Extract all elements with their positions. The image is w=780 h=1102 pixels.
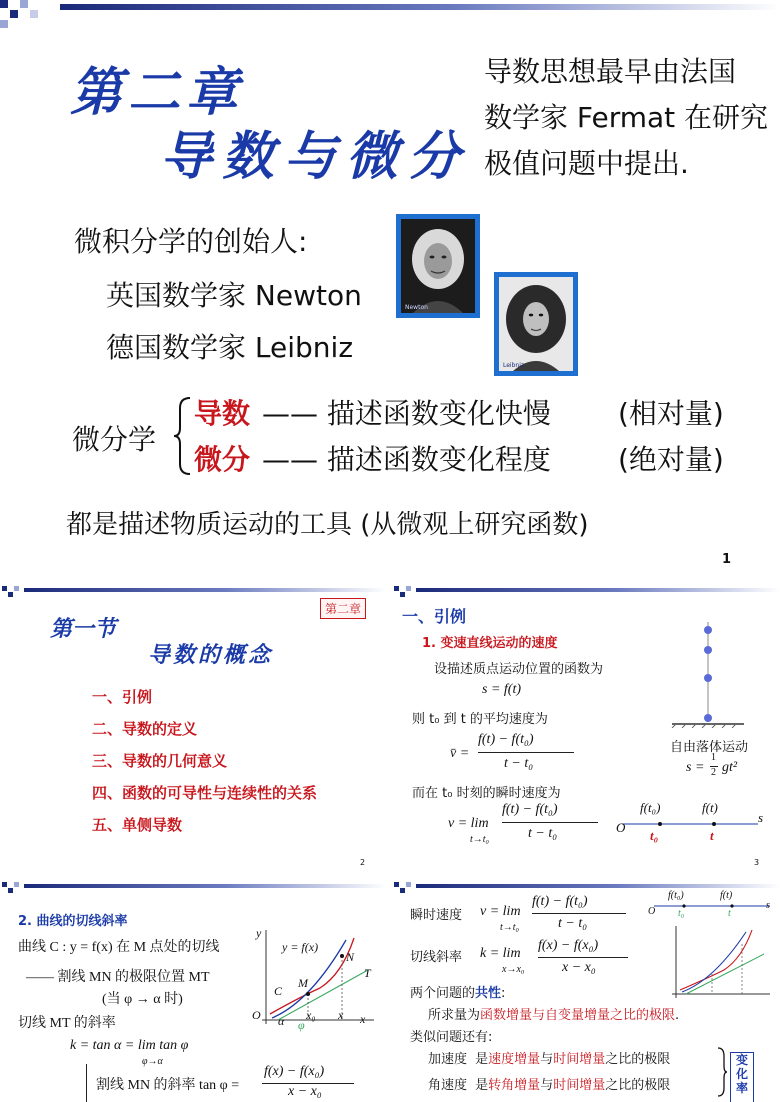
inst-frac-bar	[502, 822, 598, 823]
mini-O: O	[648, 906, 656, 917]
freefall-label: 自由落体运动	[670, 740, 749, 755]
derivative-desc: —— 描述函数变化快慢	[262, 397, 551, 430]
slide4-line1: 曲线 C : y = f(x) 在 M 点处的切线	[18, 940, 220, 955]
inst-frac-num: f(t) − f(t₀)	[502, 802, 558, 817]
inst-num: f(t) − f(t₀)	[532, 894, 588, 909]
required-post: .	[675, 1008, 680, 1023]
axis-origin: O	[616, 820, 626, 835]
ang-post: 之比的极限	[605, 1078, 671, 1093]
chapter-title: 导数与微分	[160, 129, 471, 186]
page-number-2: 2	[360, 858, 366, 867]
toc-item-3[interactable]: 三、导数的几何意义	[92, 752, 228, 770]
mini-t: t	[728, 908, 731, 919]
graph-O: O	[252, 1008, 261, 1022]
ang-label: 角速度	[428, 1078, 468, 1093]
slide3-heading: 一、引例	[402, 607, 467, 626]
slide3-line2: 则 t₀ 到 t 的平均速度为	[412, 712, 548, 727]
slide4-line3: (当 φ → α 时)	[102, 992, 183, 1007]
freefall-diagram	[668, 618, 748, 728]
avg-frac-bar	[478, 752, 574, 753]
common-word: 共性	[475, 986, 502, 1001]
common-pre: 两个问题的	[410, 986, 476, 1001]
chapter-label: 第二章	[70, 65, 245, 122]
required-red: 函数增量与自变量增量之比的极限	[480, 1008, 676, 1023]
slide3-formula1: s = f(t)	[482, 682, 521, 697]
corner-decoration	[0, 0, 60, 40]
intro-line-1: 导数思想最早由法国	[484, 55, 737, 88]
derivative-term: 导数	[194, 397, 251, 430]
avg-frac-den: t − t₀	[504, 756, 534, 771]
summary-line: 都是描述物质运动的工具 (从微观上研究函数)	[66, 510, 589, 540]
mini-tangent-graph	[664, 922, 774, 1002]
slide4-line4: 切线 MT 的斜率	[18, 1016, 116, 1031]
graph-fx: y = f(x)	[282, 940, 319, 954]
axis-t: t	[710, 828, 714, 843]
avg-frac-num: f(t) − f(t₀)	[478, 732, 534, 747]
graph-x0: x₀	[306, 1008, 316, 1022]
inst-label: 瞬时速度	[410, 908, 463, 923]
chapter-badge: 第二章	[320, 598, 366, 619]
freefall-half-den: 2	[711, 767, 716, 778]
slide-3	[392, 582, 780, 874]
similar-line: 类似问题还有:	[410, 1030, 493, 1045]
graph-C: C	[274, 984, 283, 998]
leibniz-caption: Leibniz	[503, 362, 525, 369]
ang-pre: 是	[475, 1078, 489, 1093]
angular-line	[428, 1074, 670, 1093]
freefall-rhs: gt²	[722, 760, 738, 775]
mini-ft0: f(t₀)	[668, 890, 684, 901]
founder-newton: 英国数学家 Newton	[106, 279, 362, 312]
top-gradient-bar	[416, 588, 780, 592]
inst-lim-sub: t→t₀	[470, 834, 490, 845]
axis-ft: f(t)	[702, 800, 718, 815]
slide-5	[392, 878, 780, 1102]
slide4-line2: —— 割线 MN 的极限位置 MT	[26, 970, 210, 985]
freefall-lhs: s =	[686, 760, 705, 775]
top-gradient-bar	[24, 588, 386, 592]
leibniz-portrait	[494, 272, 578, 376]
graph-x: x	[338, 1008, 344, 1022]
secant-frac-den: x − x₀	[288, 1084, 322, 1099]
top-gradient-bar	[60, 4, 780, 10]
newton-caption: Newton	[405, 304, 428, 311]
acc-label: 加速度	[428, 1052, 468, 1067]
secant-label: 割线 MN 的斜率 tan φ =	[96, 1078, 240, 1093]
position-axis	[614, 814, 764, 834]
page-number-1: 1	[722, 552, 732, 567]
secant-frac-num: f(x) − f(x₀)	[264, 1064, 325, 1079]
slide4-heading: 2. 曲线的切线斜率	[18, 914, 128, 929]
ang-red2: 时间增量	[553, 1078, 606, 1093]
graph-phi: φ	[298, 1018, 305, 1032]
acc-red1: 速度增量	[488, 1052, 541, 1067]
founder-leibniz: 德国数学家 Leibniz	[106, 331, 354, 364]
freefall-half-num: 1	[711, 752, 716, 763]
top-gradient-bar	[416, 884, 780, 888]
intro-line-3: 极值问题中提出.	[484, 147, 689, 180]
founders-heading: 微积分学的创始人:	[74, 225, 308, 258]
differential-desc: —— 描述函数变化程度	[262, 443, 551, 476]
newton-portrait-image	[401, 219, 475, 313]
differential-term: 微分	[194, 443, 251, 476]
acceleration-line	[428, 1048, 670, 1067]
graph-M: M	[298, 976, 308, 990]
acc-post: 之比的极限	[605, 1052, 671, 1067]
graph-y-axis: y	[256, 926, 262, 940]
rate-of-change-box	[730, 1052, 754, 1102]
graph-N: N	[346, 950, 355, 964]
axis-t0: t₀	[650, 828, 659, 843]
inst-frac-den: t − t₀	[528, 826, 558, 841]
top-gradient-bar	[24, 884, 386, 888]
inst-sub: t→t₀	[500, 922, 520, 933]
inst-velocity-lhs: v = lim	[448, 816, 489, 831]
common-post: :	[501, 986, 506, 1001]
slide-2	[0, 582, 386, 874]
slope-den: x − x₀	[562, 960, 596, 975]
acc-mid: 与	[540, 1052, 554, 1067]
axis-ft0: f(t₀)	[640, 800, 661, 815]
acc-pre: 是	[475, 1052, 489, 1067]
inst-bar	[532, 913, 626, 914]
slope-num: f(x) − f(x₀)	[538, 938, 599, 953]
slope-bar	[538, 957, 628, 958]
ang-red1: 转角增量	[488, 1078, 541, 1093]
inst-den: t − t₀	[558, 916, 588, 931]
brace-icon	[172, 396, 192, 476]
slope-formula: k = lim	[480, 946, 521, 961]
toc-item-5[interactable]: 五、单侧导数	[92, 816, 183, 834]
slope-label: 切线斜率	[410, 950, 463, 965]
rate-of-change-label: 变化率	[735, 1053, 748, 1095]
required-pre: 所求量为	[428, 1008, 481, 1023]
slide3-line3: 而在 t₀ 时刻的瞬时速度为	[412, 786, 561, 801]
section-title: 导数的概念	[148, 642, 274, 667]
slide3-subheading: 1. 变速直线运动的速度	[422, 636, 558, 651]
leibniz-portrait-image	[499, 277, 573, 371]
graph-alpha: α	[278, 1014, 285, 1028]
ang-mid: 与	[540, 1078, 554, 1093]
mini-ft: f(t)	[720, 890, 733, 901]
derivative-note: (相对量)	[618, 397, 724, 430]
mini-position-axis	[648, 898, 774, 914]
slide3-line1: 设描述质点运动位置的函数为	[434, 662, 604, 677]
section-label: 第一节	[50, 616, 117, 641]
mini-s: s	[766, 900, 770, 911]
graph-x-axis-label: x	[360, 1012, 366, 1026]
toc-item-1[interactable]: 一、引例	[92, 688, 153, 706]
slide4-formula-k: k = tan α = lim tan φ	[70, 1038, 189, 1053]
newton-portrait	[396, 214, 480, 318]
required-line	[428, 1004, 679, 1023]
axis-s-label: s	[758, 810, 764, 825]
calculus-label: 微分学	[72, 423, 157, 456]
mini-t0: t₀	[678, 908, 685, 919]
common-line	[410, 982, 505, 1001]
slope-sub: x→x₀	[502, 964, 525, 975]
graph-T: T	[364, 966, 371, 980]
toc-item-4[interactable]: 四、函数的可导性与连续性的关系	[92, 784, 318, 802]
toc-item-2[interactable]: 二、导数的定义	[92, 720, 198, 738]
differential-note: (绝对量)	[618, 443, 724, 476]
slide-4	[0, 878, 386, 1102]
slide4-vertical-rule	[86, 1064, 87, 1102]
slide4-lim-sub: φ→α	[142, 1056, 163, 1067]
intro-line-2: 数学家 Fermat 在研究	[484, 101, 769, 134]
avg-velocity-lhs: v̄ =	[450, 746, 470, 761]
page-number-3: 3	[754, 858, 760, 867]
inst-formula: v = lim	[480, 904, 521, 919]
acc-red2: 时间增量	[553, 1052, 606, 1067]
slide5-brace-icon	[716, 1046, 728, 1098]
